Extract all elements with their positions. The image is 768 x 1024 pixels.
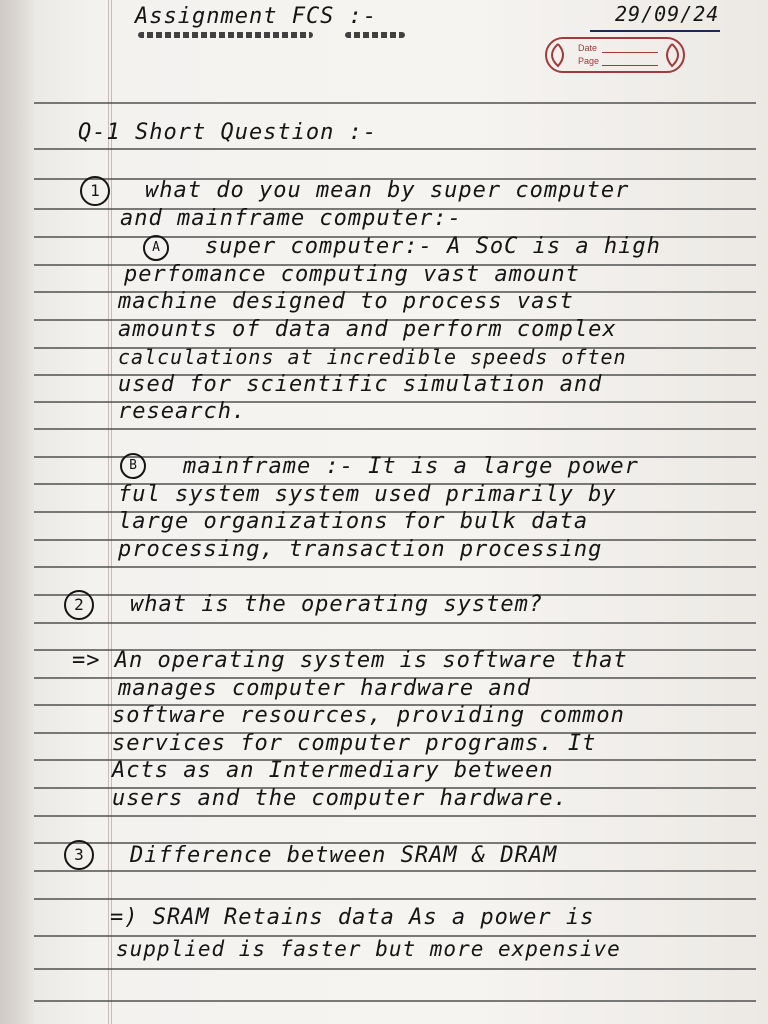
sub-marker-b: B — [120, 453, 146, 479]
text-line: services for computer programs. It — [112, 731, 597, 756]
text-line: super computer:- A SoC is a high — [205, 234, 661, 259]
text-line: ful system system used primarily by — [118, 482, 617, 507]
date-underline — [590, 30, 720, 32]
text-line: machine designed to process vast — [118, 289, 574, 314]
title-underline-2 — [345, 32, 405, 38]
date-text: 29/09/24 — [615, 2, 720, 26]
ruled-line — [34, 102, 756, 104]
title-underline — [138, 32, 313, 38]
ruled-line — [34, 148, 756, 150]
text-line: what do you mean by super computer — [145, 178, 630, 203]
stamp-page-line — [602, 65, 658, 66]
stamp-date-label: Date — [578, 43, 598, 53]
text-line: Difference between SRAM & DRAM — [130, 843, 558, 868]
text-line: => An operating system is software that — [72, 648, 628, 673]
text-line: large organizations for bulk data — [118, 509, 589, 534]
text-line: research. — [118, 399, 247, 424]
text-line: amounts of data and perform complex — [118, 317, 617, 342]
question-number-2: 2 — [64, 590, 94, 620]
text-line: =) SRAM Retains data As a power is — [110, 905, 595, 930]
page-binding — [0, 0, 34, 1024]
text-line: mainframe :- It is a large power — [183, 454, 639, 479]
stamp-page-label: Page — [578, 56, 600, 66]
ruled-line — [34, 622, 756, 624]
text-line: used for scientific simulation and — [118, 372, 603, 397]
ruled-line — [34, 870, 756, 872]
text-line: supplied is faster but more expensive — [116, 937, 621, 961]
ruled-line — [34, 566, 756, 568]
text-line: calculations at incredible speeds often — [118, 345, 627, 369]
text-line: software resources, providing common — [112, 703, 625, 728]
ruled-line — [34, 968, 756, 970]
text-line: what is the operating system? — [130, 592, 544, 617]
question-number-3: 3 — [64, 840, 94, 870]
section-heading: Q-1 Short Question :- — [78, 120, 378, 145]
ruled-line — [34, 428, 756, 430]
text-line: Acts as an Intermediary between — [112, 758, 554, 783]
sub-marker-a: A — [143, 235, 169, 261]
text-line: manages computer hardware and — [118, 676, 532, 701]
stamp-border-icon — [540, 34, 690, 76]
question-number-1: 1 — [80, 176, 110, 206]
date-page-stamp — [540, 34, 690, 76]
ruled-line — [34, 815, 756, 817]
text-line: users and the computer hardware. — [112, 786, 568, 811]
text-line: processing, transaction processing — [118, 537, 603, 562]
stamp-date-line — [602, 52, 658, 53]
text-line: and mainframe computer:- — [120, 206, 462, 231]
ruled-line — [34, 1000, 756, 1002]
ruled-line — [34, 898, 756, 900]
assignment-title: Assignment FCS :- — [135, 4, 378, 29]
text-line: perfomance computing vast amount — [124, 262, 580, 287]
